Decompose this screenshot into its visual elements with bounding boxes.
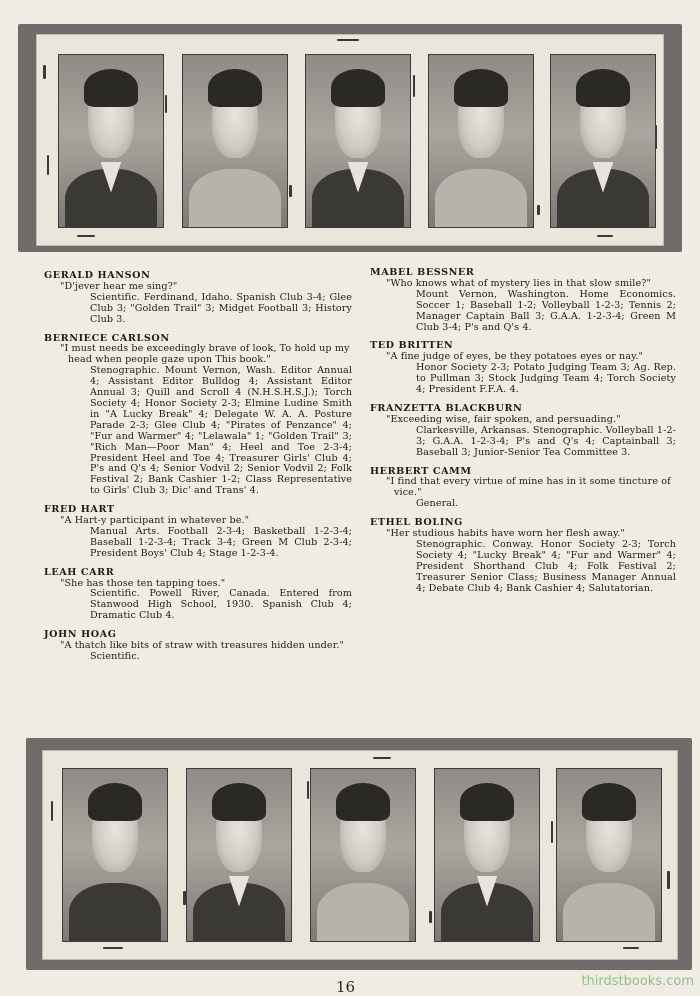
portrait-mabel-bessner (428, 54, 534, 228)
student-details: Mount Vernon, Washington. Home Economics. Soccer 1; Baseball 1-2; Volleyball 1-2-3; Tennis 2; Manager Captain Ball 3; G.A.A. 1-2-3-4; Green M Club 3-4; P's and Q's 4. (416, 288, 676, 333)
portrait-franzetta-blackburn (310, 768, 416, 942)
student-quote: "I find that every virtue of mine has in it some tincture of vice." (386, 476, 671, 499)
student-name: ETHEL BOLING (370, 517, 463, 529)
student-name: FRED HART (44, 504, 115, 516)
portrait-gerald-hanson (58, 54, 164, 228)
entry-john-hoag (44, 630, 352, 663)
student-name: HERBERT CAMM (370, 465, 472, 477)
right-column (370, 268, 676, 602)
bottom-photo-band (26, 738, 692, 970)
entry-gerald-hanson (44, 271, 352, 326)
portrait-leah-carr (62, 768, 168, 942)
watermark: thirdstbooks.com (581, 974, 694, 989)
portrait-john-hoag (186, 768, 292, 942)
portrait-fred-hart (305, 54, 411, 228)
portrait-ethel-boling (556, 768, 662, 942)
student-details: Honor Society 2-3; Potato Judging Team 3; Ag. Rep. to Pullman 3; Stock Judging Team 4; Torch Society 4; President F.F.A. 4. (416, 362, 676, 396)
student-name: LEAH CARR (44, 566, 115, 578)
page-number: 16 (336, 978, 356, 996)
student-name: GERALD HANSON (44, 270, 151, 281)
student-name: TED BRITTEN (370, 340, 454, 352)
student-details: Manual Arts. Football 2-3-4; Basketball 1-2-3-4; Baseball 1-2-3-4; Track 3-4; Green M Club 2-3-4; President Boys' Club 4; Stage 1-2-3-4. (90, 525, 352, 559)
student-details: General. (416, 498, 459, 510)
entry-mabel-bessner (370, 268, 676, 333)
left-column (44, 271, 352, 671)
student-quote: "Exceeding wise, fair spoken, and persuading." (386, 413, 621, 425)
student-name: FRANZETTA BLACKBURN (370, 402, 523, 414)
student-details: Scientific. Ferdinand, Idaho. Spanish Club 3-4; Glee Club 3; "Golden Trail" 3; Midget Football 3; History Club 3. (90, 291, 352, 325)
top-photo-band (18, 24, 682, 252)
portrait-berniece-carlson (182, 54, 288, 228)
entry-fred-hart (44, 505, 352, 560)
student-name: BERNIECE CARLSON (44, 332, 170, 344)
portrait-herbert-camm (434, 768, 540, 942)
entry-herbert-camm (370, 467, 676, 511)
student-details: Scientific. Powell River, Canada. Entered from Stanwood High School, 1930. Spanish Club 4; Dramatic Club 4. (90, 588, 352, 622)
entry-ted-britten (370, 341, 676, 396)
student-quote: "D'jever hear me sing?" (60, 280, 178, 292)
entry-franzetta-blackburn (370, 404, 676, 459)
student-name: MABEL BESSNER (370, 267, 475, 278)
entry-berniece-carlson (44, 334, 352, 498)
student-details: Clarkesville, Arkansas. Stenographic. Volleyball 1-2-3; G.A.A. 1-2-3-4; P's and Q's 4; Captainball 3; Baseball 3; Junior-Senior Tea Committee 3. (416, 424, 676, 458)
student-quote: "She has those ten tapping toes." (60, 577, 226, 589)
entry-leah-carr (44, 568, 352, 623)
student-quote: "A Hart-y participant in whatever be." (60, 515, 250, 527)
entry-ethel-boling (370, 518, 676, 594)
student-quote: "I must needs be exceedingly brave of look, To hold up my head when people gaze upon This book." (60, 343, 350, 366)
student-quote: "A thatch like bits of straw with treasures hidden under." (60, 640, 344, 652)
student-name: JOHN HOAG (44, 629, 117, 641)
student-quote: "Her studious habits have worn her flesh away." (386, 528, 625, 540)
student-details: Stenographic. Mount Vernon, Wash. Editor Annual 4; Assistant Editor Bulldog 4; Assistant Editor Annual 3; Quill and Scroll 4 (N.H.S.H.S.J.); Torch Society 4; Honor Society 2-3; Elmine Ludine Smith in "A Lucky Break" 4; Delegate W. A. A. Posture Parade 2-3; Glee Club 4; "Pirates of Penzance" 4; "Fur and Warmer" 4; "Lelawala" 1; "Golden Trail" 3; "Rich Man—Poor Man" 4; Heel and Toe 2-3-4; President Heel and Toe 4; Treasurer Girls' Club 4; P's and Q's 4; Senior Vodvil 2; Senior Vodvil 2; Folk Festival 2; Bank Cashier 1-2; Class Representative to Girls' Club 3; Dic' and Trans' 4. (90, 365, 352, 497)
portrait-ted-britten (550, 54, 656, 228)
student-quote: "A fine judge of eyes, be they potatoes eyes or nay." (386, 351, 644, 363)
student-details: Scientific. (90, 651, 140, 662)
student-quote: "Who knows what of mystery lies in that slow smile?" (386, 277, 652, 289)
student-details: Stenographic. Conway. Honor Society 2-3; Torch Society 4; "Lucky Break" 4; "Fur and Warmer" 4; President Shorthand Club 4; Folk Festival 2; Treasurer Senior Class; Business Manager Annual 4; Debate Club 4; Bank Cashier 4; Salutatorian. (416, 538, 676, 594)
